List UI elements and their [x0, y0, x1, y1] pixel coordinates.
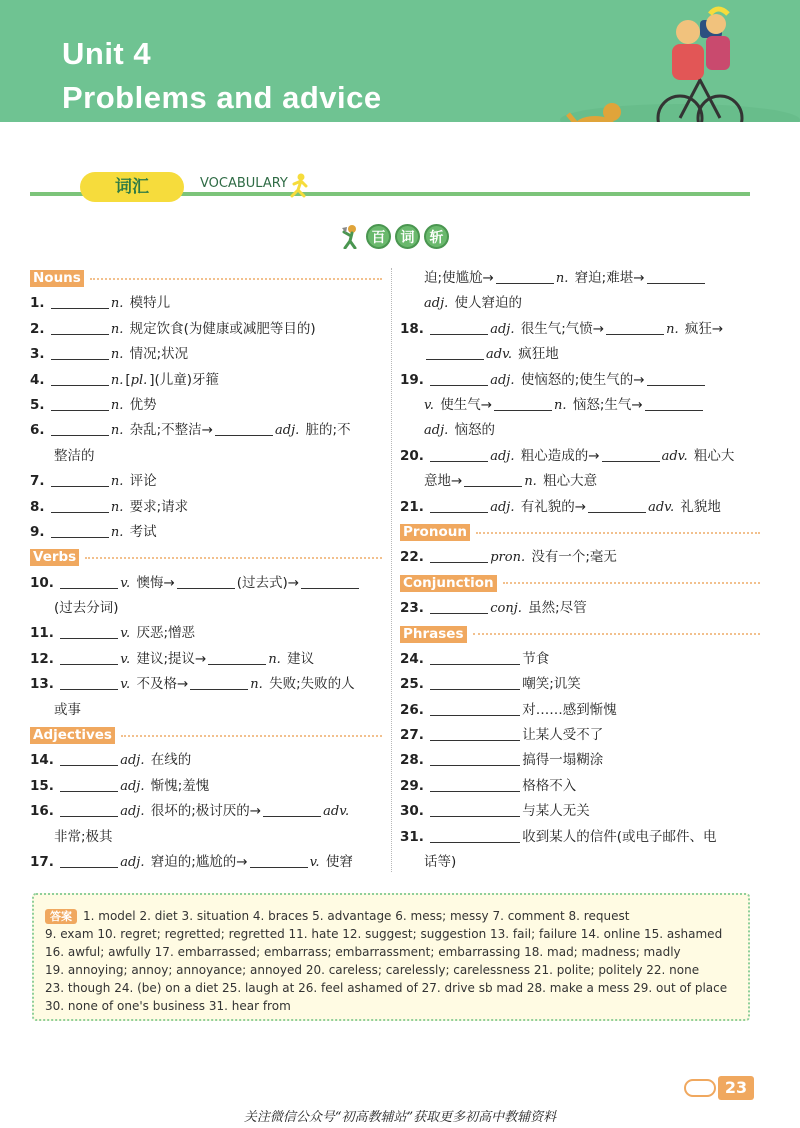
part-of-speech: adj.: [490, 448, 515, 464]
item-number: 3.: [30, 346, 45, 363]
answer-blank[interactable]: [426, 346, 484, 360]
part-of-speech: adj.: [120, 778, 145, 794]
item-text: 粗心大: [689, 447, 735, 464]
unit-title: [62, 32, 382, 120]
item-text: 让某人受不了: [522, 727, 604, 744]
answer-tag: 答案: [45, 909, 77, 924]
answer-blank[interactable]: [60, 778, 118, 792]
answer-blank[interactable]: [430, 727, 520, 741]
item-text: 很坏的;极讨厌的→: [146, 803, 262, 820]
item-text: 搞得一塌糊涂: [522, 752, 604, 769]
answer-blank[interactable]: [51, 422, 109, 436]
item-text: 懊悔→: [132, 574, 175, 591]
vocab-item: [30, 317, 382, 342]
item-text: 惭愧;羞愧: [146, 777, 210, 794]
section-label: Phrases: [400, 626, 467, 643]
answer-blank[interactable]: [430, 829, 520, 843]
answer-blank[interactable]: [51, 524, 109, 538]
section-label: Pronoun: [400, 524, 470, 541]
answer-blank[interactable]: [263, 803, 321, 817]
section-dotted-rule: [121, 735, 382, 737]
vocab-item: [400, 317, 760, 342]
item-text: 杂乱;不整洁→: [125, 422, 213, 439]
page-number: 23: [718, 1076, 754, 1100]
item-text: 恼怒的: [450, 422, 496, 439]
item-number: 10.: [30, 574, 54, 591]
item-text: 恼怒;生气→: [568, 396, 643, 413]
part-of-speech: adv.: [486, 347, 513, 363]
item-continuation: [400, 469, 760, 494]
part-of-speech: pl.: [130, 372, 148, 388]
part-of-speech: adv.: [648, 499, 675, 515]
section-dotted-rule: [476, 532, 760, 534]
item-text: 厌恶;憎恶: [132, 625, 195, 642]
part-of-speech: n.: [268, 651, 281, 667]
item-text: 要求;请求: [125, 498, 189, 515]
item-continuation: [30, 444, 382, 469]
item-continuation: [30, 596, 382, 621]
part-of-speech: adj.: [424, 423, 449, 439]
answer-blank[interactable]: [51, 295, 109, 309]
item-number: 16.: [30, 803, 54, 820]
item-text: 脏的;不: [301, 422, 351, 439]
answer-blank[interactable]: [494, 397, 552, 411]
part-of-speech: adj.: [120, 854, 145, 870]
item-number: 11.: [30, 625, 54, 642]
vocab-item: [30, 748, 382, 773]
item-number: 5.: [30, 396, 45, 413]
answer-blank[interactable]: [60, 575, 118, 589]
item-text: 整洁的: [54, 447, 95, 464]
item-number: 27.: [400, 727, 424, 744]
item-continuation: [400, 266, 760, 291]
answer-blank[interactable]: [430, 372, 488, 386]
section-title-char: 斩: [424, 224, 449, 249]
vocab-item: [30, 621, 382, 646]
header-banner: [0, 0, 800, 122]
answer-blank[interactable]: [430, 778, 520, 792]
item-text: 使恼怒的;使生气的→: [516, 371, 645, 388]
answer-blank[interactable]: [647, 372, 705, 386]
answer-blank[interactable]: [588, 499, 646, 513]
item-number: 23.: [400, 600, 424, 617]
answer-box: [32, 893, 750, 1021]
answer-blank[interactable]: [606, 321, 664, 335]
section-heading: [30, 723, 382, 748]
answer-blank[interactable]: [430, 321, 488, 335]
item-text: 与某人无关: [522, 803, 590, 820]
item-number: 12.: [30, 650, 54, 667]
answer-list: 1. model 2. diet 3. situation 4. braces 5. advantage 6. mess; messy 7. comment 8. request 9. exam 10. regret; regretted; regretted 11. hate 12. suggest; suggestion 13. fail; failure 14. online 15. ashamed 16. awful; awfully 17. embarrassed; embarrass; embarrassment; embarrassing 18. mad; madness; madly 19. annoying; annoy; annoyance; annoyed 20. careless; carelessly; carelessness 21. polite; politely 22. none 23. though 24. (be) on a diet 25. laugh at 26. feel ashamed of 27. drive sb mad 28. make a mess 29. out of place 30. none of one's business 31. hear from: [45, 909, 728, 1013]
answer-blank[interactable]: [430, 448, 488, 462]
item-text: 没有一个;毫无: [527, 549, 617, 566]
section-dotted-rule: [90, 278, 382, 280]
item-text: 建议: [282, 650, 315, 667]
item-text: 收到某人的信件(或电子邮件、电: [522, 828, 717, 845]
vocab-item: [30, 850, 382, 875]
item-text: [: [125, 371, 131, 388]
answer-blank[interactable]: [51, 473, 109, 487]
item-text: 粗心大意: [538, 473, 598, 490]
part-of-speech: adj.: [120, 804, 145, 820]
section-title-char: 词: [395, 224, 420, 249]
item-number: 2.: [30, 320, 45, 337]
item-text: 窘迫的;尴尬的→: [146, 853, 248, 870]
answer-blank[interactable]: [496, 270, 554, 284]
vocabulary-badge: 词汇: [80, 172, 184, 202]
item-text: 不及格→: [132, 676, 189, 693]
section-label: Verbs: [30, 549, 79, 566]
vocab-item: [30, 418, 382, 443]
right-column: [400, 266, 760, 875]
item-number: 25.: [400, 676, 424, 693]
item-number: 13.: [30, 676, 54, 693]
vocab-item: [400, 444, 760, 469]
answer-blank[interactable]: [51, 321, 109, 335]
vocab-item: [400, 723, 760, 748]
item-continuation: [30, 698, 382, 723]
section-label: Nouns: [30, 270, 84, 287]
answer-blank[interactable]: [647, 270, 705, 284]
part-of-speech: v.: [120, 626, 131, 642]
left-column: [30, 266, 382, 875]
part-of-speech: v.: [120, 651, 131, 667]
footer-note: 关注微信公众号“初高教辅站”获取更多初高中教辅资料: [243, 1110, 557, 1125]
section-heading: [400, 571, 760, 596]
answer-blank[interactable]: [645, 397, 703, 411]
part-of-speech: n.: [524, 474, 537, 490]
answer-blank[interactable]: [430, 499, 488, 513]
answer-blank[interactable]: [464, 473, 522, 487]
item-number: 8.: [30, 498, 45, 515]
vocab-item: [30, 774, 382, 799]
axe-figure-icon: [340, 223, 362, 249]
section-title-baicizhan: [340, 222, 449, 250]
item-text: 评论: [125, 473, 157, 490]
item-number: 28.: [400, 752, 424, 769]
answer-blank[interactable]: [51, 346, 109, 360]
item-text: 使窘: [321, 853, 353, 870]
item-number: 6.: [30, 422, 45, 439]
part-of-speech: n.: [110, 524, 124, 540]
item-text: 建议;提议→: [132, 650, 207, 667]
item-text: 疯狂地: [514, 346, 559, 363]
item-continuation: [400, 850, 760, 875]
item-text: (过去式)→: [236, 574, 300, 591]
part-of-speech: n.: [110, 499, 124, 515]
vocab-item: [400, 774, 760, 799]
answer-blank[interactable]: [430, 549, 488, 563]
part-of-speech: v.: [120, 677, 131, 693]
page-number-block: [684, 1076, 754, 1100]
vocab-item: [30, 647, 382, 672]
item-number: 26.: [400, 701, 424, 718]
part-of-speech: adj.: [490, 321, 515, 337]
item-text: 粗心造成的→: [516, 447, 600, 464]
column-divider: [391, 268, 392, 872]
item-continuation: [400, 393, 760, 418]
vocab-item: [30, 393, 382, 418]
item-number: 31.: [400, 828, 424, 845]
vocabulary-header: [30, 172, 750, 202]
item-continuation: [400, 291, 760, 316]
item-number: 30.: [400, 803, 424, 820]
cyclist-dog-illustration-icon: [560, 0, 800, 122]
item-text: 迫;使尴尬→: [424, 270, 494, 286]
item-text: 有礼貌的→: [516, 498, 587, 515]
answer-blank[interactable]: [215, 422, 273, 436]
unit-subtitle: Problems and advice: [62, 80, 382, 116]
item-text: 礼貌地: [676, 498, 721, 515]
part-of-speech: n.: [110, 474, 124, 490]
vocab-item: [400, 825, 760, 850]
part-of-speech: n.: [110, 372, 124, 388]
section-heading: [400, 520, 760, 545]
part-of-speech: pron.: [490, 550, 526, 566]
item-number: 24.: [400, 650, 424, 667]
item-text: 话等): [424, 853, 457, 870]
vocab-item: [30, 368, 382, 393]
item-text: 节食: [522, 650, 550, 667]
vocab-item: [400, 596, 760, 621]
answer-blank[interactable]: [430, 676, 520, 690]
part-of-speech: n.: [110, 296, 124, 312]
item-continuation: [400, 418, 760, 443]
answer-blank[interactable]: [51, 499, 109, 513]
item-number: 15.: [30, 777, 54, 794]
part-of-speech: n.: [110, 423, 124, 439]
item-number: 29.: [400, 777, 424, 794]
part-of-speech: adj.: [120, 753, 145, 769]
part-of-speech: n.: [555, 271, 569, 286]
item-number: 19.: [400, 371, 424, 388]
item-number: 21.: [400, 498, 424, 515]
vocab-item: [400, 799, 760, 824]
answer-blank[interactable]: [60, 752, 118, 766]
item-text: 疯狂→: [680, 320, 724, 337]
answer-blank[interactable]: [177, 575, 235, 589]
answer-blank[interactable]: [602, 448, 660, 462]
answer-blank[interactable]: [60, 676, 118, 690]
answer-blank[interactable]: [60, 803, 118, 817]
section-heading: [30, 266, 382, 291]
answer-blank[interactable]: [430, 600, 488, 614]
answer-text: [45, 907, 745, 1015]
item-text: 使生气→: [435, 396, 493, 413]
item-number: 14.: [30, 752, 54, 769]
section-heading: [400, 621, 760, 646]
item-text: 或事: [54, 701, 81, 718]
answer-blank[interactable]: [208, 651, 266, 665]
vocab-item: [400, 545, 760, 570]
item-continuation: [400, 342, 760, 367]
part-of-speech: adj.: [424, 296, 449, 312]
section-dotted-rule: [503, 582, 760, 584]
item-text: 在线的: [146, 752, 192, 769]
unit-number: Unit 4: [62, 36, 152, 71]
section-label: Adjectives: [30, 727, 115, 744]
answer-blank[interactable]: [60, 651, 118, 665]
answer-blank[interactable]: [60, 625, 118, 639]
item-text: 非常;极其: [54, 828, 113, 845]
part-of-speech: n.: [110, 347, 124, 363]
item-text: 使人窘迫的: [450, 295, 523, 312]
item-text: (过去分词): [54, 600, 119, 617]
part-of-speech: n.: [250, 677, 263, 693]
page-pill-icon: [684, 1079, 716, 1097]
item-number: 22.: [400, 549, 424, 566]
item-number: 7.: [30, 473, 45, 490]
answer-blank[interactable]: [301, 575, 359, 589]
answer-blank[interactable]: [430, 702, 520, 716]
part-of-speech: adj.: [275, 423, 300, 439]
part-of-speech: v.: [424, 397, 434, 413]
part-of-speech: n.: [110, 321, 124, 337]
part-of-speech: conj.: [490, 601, 522, 617]
runner-icon: [286, 172, 312, 198]
vocab-item: [400, 672, 760, 697]
item-text: ](儿童)牙箍: [149, 371, 220, 388]
section-heading: [30, 545, 382, 570]
answer-blank[interactable]: [430, 803, 520, 817]
vocab-item: [400, 495, 760, 520]
item-number: 17.: [30, 853, 54, 870]
part-of-speech: adv.: [661, 448, 688, 464]
vocab-item: [400, 647, 760, 672]
vocab-item: [30, 672, 382, 697]
part-of-speech: v.: [309, 854, 320, 870]
section-dotted-rule: [85, 557, 382, 559]
item-number: 1.: [30, 295, 45, 312]
item-text: 虽然;尽管: [523, 600, 587, 617]
section-label: Conjunction: [400, 575, 497, 592]
answer-blank[interactable]: [190, 676, 248, 690]
item-text: 很生气;气愤→: [516, 320, 605, 337]
part-of-speech: n.: [666, 321, 679, 337]
vocab-item: [400, 368, 760, 393]
part-of-speech: adj.: [490, 372, 515, 388]
item-text: 规定饮食(为健康或减肥等目的): [125, 320, 316, 337]
answer-blank[interactable]: [430, 752, 520, 766]
item-text: 情况;状况: [125, 346, 189, 363]
vocab-item: [30, 495, 382, 520]
vocab-item: [400, 698, 760, 723]
answer-blank[interactable]: [51, 397, 109, 411]
vocab-item: [30, 342, 382, 367]
vocab-item: [30, 291, 382, 316]
answer-blank[interactable]: [60, 854, 118, 868]
item-text: 模特儿: [125, 295, 171, 312]
item-number: 20.: [400, 447, 424, 464]
answer-blank[interactable]: [430, 651, 520, 665]
part-of-speech: n.: [110, 397, 124, 413]
item-text: 对……感到惭愧: [522, 701, 617, 718]
item-number: 4.: [30, 371, 45, 388]
item-text: 格格不入: [522, 777, 577, 794]
part-of-speech: adv.: [323, 804, 350, 820]
item-number: 18.: [400, 320, 424, 337]
item-text: 意地→: [424, 473, 463, 490]
item-text: 失败;失败的人: [264, 676, 355, 693]
vocab-item: [30, 469, 382, 494]
vocab-item: [30, 571, 382, 596]
item-text: 嘲笑;讥笑: [522, 676, 581, 693]
part-of-speech: adj.: [490, 499, 515, 515]
part-of-speech: n.: [554, 397, 567, 413]
item-text: 窘迫;难堪→: [570, 270, 645, 286]
vocabulary-label: VOCABULARY: [194, 176, 294, 191]
item-text: 考试: [125, 523, 157, 540]
item-continuation: [30, 825, 382, 850]
item-text: 优势: [125, 396, 157, 413]
vocab-item: [30, 520, 382, 545]
vocab-item: [30, 799, 382, 824]
part-of-speech: v.: [120, 575, 131, 591]
section-title-char: 百: [366, 224, 391, 249]
section-dotted-rule: [473, 633, 761, 635]
answer-blank[interactable]: [250, 854, 308, 868]
vocab-item: [400, 748, 760, 773]
answer-blank[interactable]: [51, 372, 109, 386]
item-number: 9.: [30, 523, 45, 540]
